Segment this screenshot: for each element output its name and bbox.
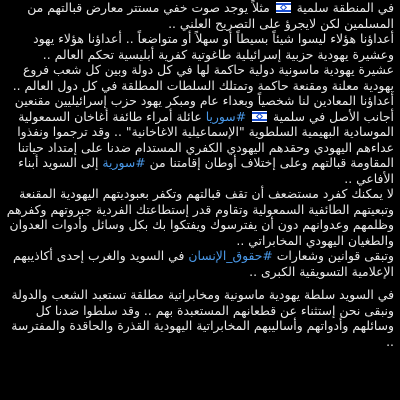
paragraph-7: في السويد سلطة يهودية ماسونية ومخابراتية مطلقة تستعبد الشعب والدولة ونبقى نحن إستثناء عن قطعانهم المستعبدة بهم .. وقد سلطوا ضدنا كل وسائلهم وأدواتهم وأساليبهم المخابراتية اليهودية القذرة والحاقدة والمفترسة ..	[11, 287, 394, 349]
text-segment: إلى السويد أبناء الأفاعي ..	[18, 155, 394, 186]
hashtag-link-syria[interactable]: #سوريا	[205, 108, 247, 124]
text-segment: وتبقى قوانين وشعارات	[276, 248, 394, 263]
paragraph-5: لا يمكنك كفرد مستضعف أن تقف قبالتهم وتكفر بعبوديتهم اليهودية المقنعة وتبعيتهم الطائفية السمعولية وتقاوم قدر إستطاعتك الفردية جبروتهم وكفرهم وظلمهم وعدوانهم دون أن يفترسوك ويفتكوا بك بكل وسائل وأدوات العدوان والطغيان اليهودي المخابراتي ..	[6, 186, 394, 248]
paragraph-4	[4, 93, 394, 186]
text-segment: في المنطقة سلمية	[296, 0, 394, 15]
paragraph-6	[4, 248, 394, 279]
israel-flag-icon	[252, 111, 267, 122]
text-segment: مثلاً يوجد صوت خفي مستتر معارض قبالتهم من المسلمين لكن لايجرؤ على التصريح العلني ..	[27, 0, 394, 31]
paragraph-3: عشيرة يهودية ماسونية دولية حاكمة لها في كل دولة وبين كل شعب فروع يهودية معلنة ومقنعة حاكمة وتمتلك السلطات المطلقة في كل دول العالم ..	[12, 62, 394, 93]
hashtag-link-human-rights[interactable]: #حقوق_الإنسان	[188, 248, 273, 263]
paragraph-2: أعداؤنا هؤلاء ليسوا شيئاً بسيطاً أو سهلاً أو متواضعاً .. أعداؤنا هؤلاء يهود وعشيرة يهودية حزبية إسرائيلية طاغوتية كفرية أبليسية تحكم العالم ..	[33, 31, 394, 62]
text-segment: عائلة أمراء طائفة أغاخان السمعولية الموسادية البهيمية السلطوية "الإسماعيلية الاغاخانية" .. وقد ترجموا ونفذوا عداءهم اليهودي وحقدهم اليهودي الكفري المستدام ضدنا على إمتداد حياتنا المقاومة قبالتهم وعلى إختلاف أوطان إقامتنا من	[17, 108, 394, 170]
israel-flag-icon	[276, 2, 291, 13]
text-segment: أعداؤنا المعادين لنا شخصياً وبعداء عام ومبكر يهود حزب إسرائيليين مقنعين أجانب الأصل في سلمية	[14, 93, 394, 124]
text-segment: في السويد والغرب إحدى أكاذيبهم الإعلامية التسويقية الكبرى ..	[13, 248, 394, 279]
paragraph-1	[4, 0, 394, 31]
hashtag-link-syria-alt[interactable]: #سورية	[102, 155, 146, 170]
